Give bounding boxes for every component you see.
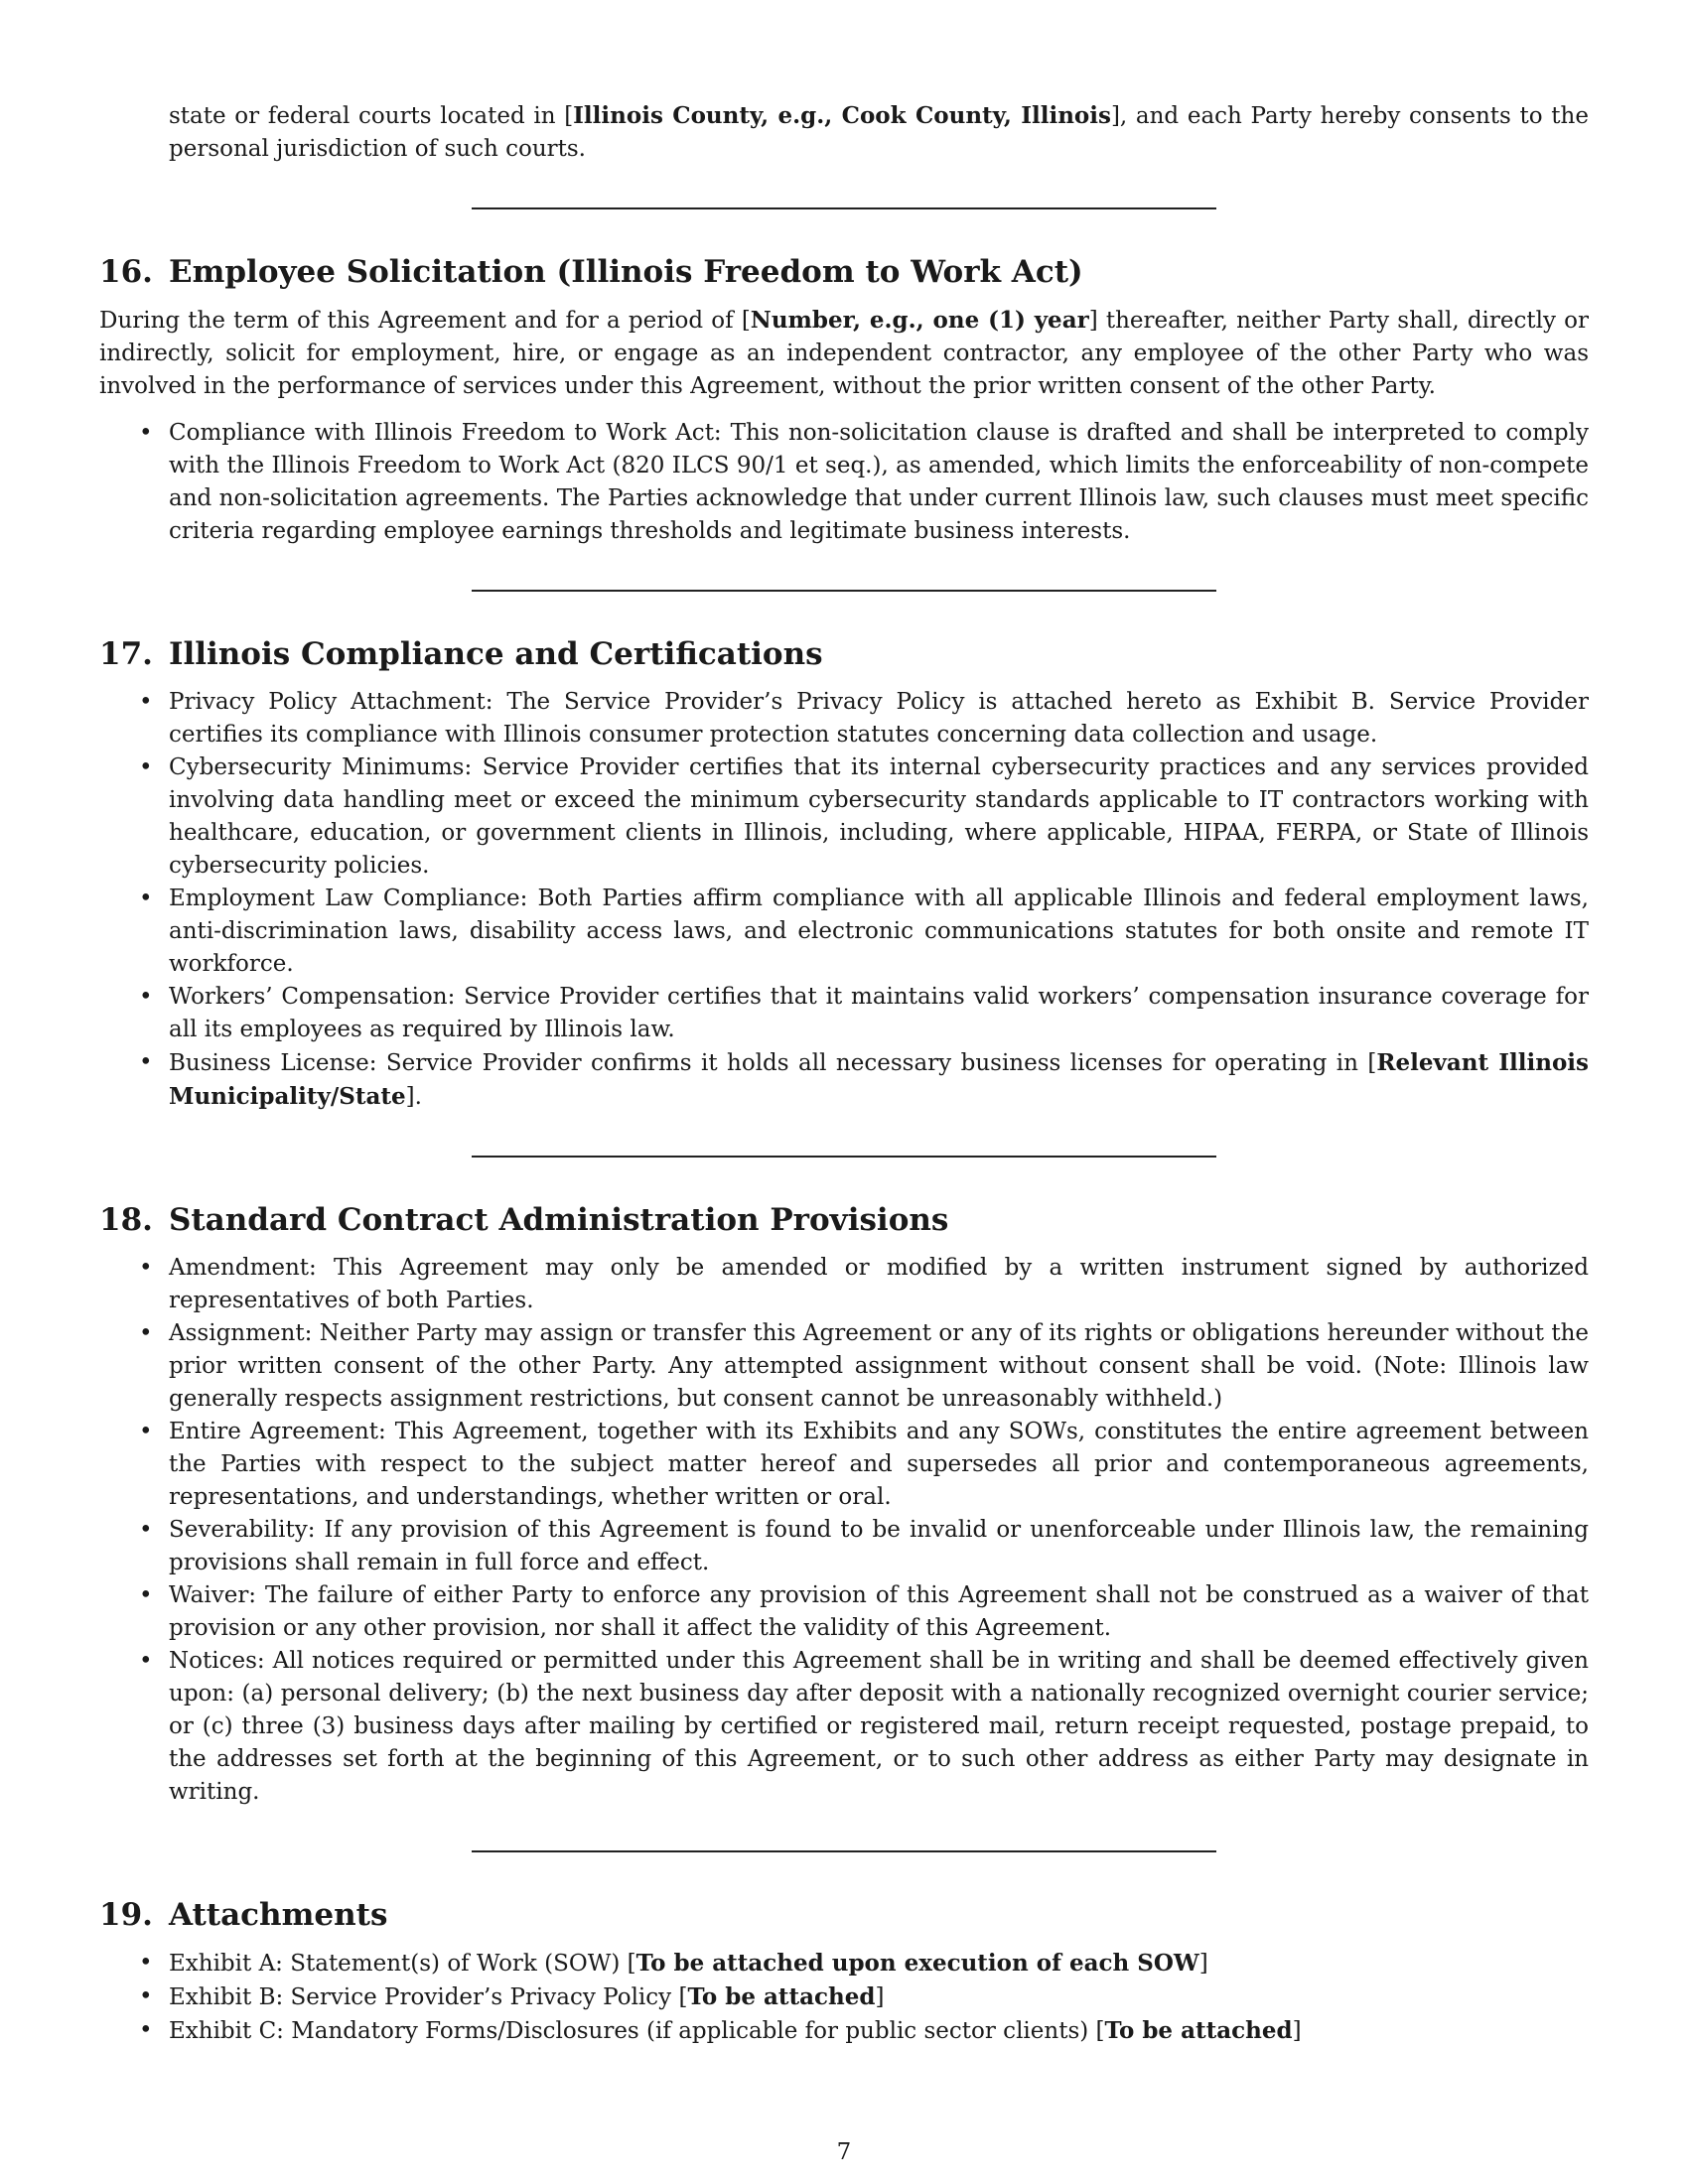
list-item: • Waiver: The failure of either Party to enforce any provision of this Agreement shall not be construed as a waiver of that provision or any other provision, nor shall it affect the validity of this Agreement. — [99, 1579, 1589, 1645]
section-title: Attachments — [168, 1897, 388, 1933]
attachment-status: To be attached — [1104, 2017, 1293, 2044]
attachment-status: To be attached upon execution of each SOW — [635, 1950, 1199, 1977]
list-item: • Employment Law Compliance: Both Parties affirm compliance with all applicable Illinois and federal employment laws, anti-discrimination laws, disability access laws, and electronic communications statutes for both onsite and remote IT workforce. — [99, 883, 1589, 981]
section-16-list — [99, 417, 1589, 548]
section-title: Employee Solicitation (Illinois Freedom to Work Act) — [168, 254, 1083, 290]
text-run: Exhibit B: Service Provider’s Privacy Policy [ — [169, 1984, 688, 2010]
placeholder-municipality: Relevant Illinois Municipality/State — [169, 1049, 1589, 1110]
section-title: Standard Contract Administration Provisions — [168, 1202, 949, 1238]
page-number: 7 — [836, 2139, 852, 2165]
section-number: 16. — [99, 254, 153, 290]
list-item: • Compliance with Illinois Freedom to Work Act: This non-solicitation clause is drafted and shall be interpreted to comply with the Illinois Freedom to Work Act (820 ILCS 90/1 et seq.), as amended, which limits the enforceability of non-compete and non-solicitation agreements. The Parties acknowledge that under current Illinois law, such clauses must meet specific criteria regarding employee earnings thresholds and legitimate business interests. — [99, 417, 1589, 548]
list-item: • Cybersecurity Minimums: Service Provider certifies that its internal cybersecurity practices and any services provided involving data handling meet or exceed the minimum cybersecurity standards applicable to IT contractors working with healthcare, education, or government clients in Illinois, including, where applicable, HIPAA, FERPA, or State of Illinois cybersecurity policies. — [99, 751, 1589, 883]
placeholder-county: Illinois County, e.g., Cook County, Illinois — [573, 102, 1111, 129]
section-divider — [472, 590, 1216, 592]
section-19-heading — [99, 1895, 1589, 1935]
jurisdiction-paragraph — [169, 99, 1589, 166]
text-run: ], and each Party hereby consents to the personal jurisdiction of such courts. — [169, 103, 1589, 162]
text-run: ] — [875, 1984, 885, 2010]
section-17-heading — [99, 634, 1589, 674]
section-number: 19. — [99, 1897, 153, 1933]
section-18-heading — [99, 1200, 1589, 1240]
section-title: Illinois Compliance and Certifications — [168, 636, 823, 672]
text-run: During the term of this Agreement and for a period of [ — [99, 308, 751, 334]
list-item: • Privacy Policy Attachment: The Service Provider’s Privacy Policy is attached hereto as Exhibit B. Service Provider certifies its compliance with Illinois consumer protection statutes concerning data collection and usage. — [99, 686, 1589, 751]
text-run: ] — [1198, 1951, 1208, 1977]
list-item — [99, 1046, 1589, 1114]
placeholder-period: Number, e.g., one (1) year — [750, 307, 1089, 334]
text-run: ]. — [405, 1084, 422, 1110]
section-16-heading — [99, 252, 1589, 292]
section-18-list — [99, 1252, 1589, 1809]
section-number: 17. — [99, 636, 153, 672]
section-divider — [472, 207, 1216, 209]
list-item — [99, 1947, 1589, 1980]
list-item — [99, 1980, 1589, 2014]
text-run: ] thereafter, neither Party shall, directly or indirectly, solicit for employment, hire, or engage as an independent contractor, any employee of the other Party who was involved in the performance of services under this Agreement, without the prior written consent of the other Party. — [99, 308, 1589, 399]
list-item: • Amendment: This Agreement may only be amended or modified by a written instrument signed by authorized representatives of both Parties. — [99, 1252, 1589, 1317]
text-run: Business License: Service Provider confirms it holds all necessary business licenses for operating in [ — [169, 1050, 1377, 1076]
section-17-list — [99, 686, 1589, 1114]
section-number: 18. — [99, 1202, 153, 1238]
list-item: • Entire Agreement: This Agreement, together with its Exhibits and any SOWs, constitutes the entire agreement between the Parties with respect to the subject matter hereof and supersedes all prior and contemporaneous agreements, representations, and understandings, whether written or oral. — [99, 1416, 1589, 1514]
section-16-paragraph — [99, 304, 1589, 403]
section-divider — [472, 1850, 1216, 1852]
list-item: • Workers’ Compensation: Service Provider certifies that it maintains valid workers’ compensation insurance coverage for all its employees as required by Illinois law. — [99, 981, 1589, 1046]
section-divider — [472, 1156, 1216, 1158]
section-19-list — [99, 1947, 1589, 2048]
list-item: • Notices: All notices required or permitted under this Agreement shall be in writing and shall be deemed effectively given upon: (a) personal delivery; (b) the next business day after deposit with a nationally recognized overnight courier service; or (c) three (3) business days after mailing by certified or registered mail, return receipt requested, postage prepaid, to the addresses set forth at the beginning of this Agreement, or to such other address as either Party may designate in writing. — [99, 1645, 1589, 1809]
list-item: • Severability: If any provision of this Agreement is found to be invalid or unenforceable under Illinois law, the remaining provisions shall remain in full force and effect. — [99, 1514, 1589, 1579]
text-run: Exhibit C: Mandatory Forms/Disclosures (if applicable for public sector clients) [ — [169, 2018, 1105, 2044]
text-run: Exhibit A: Statement(s) of Work (SOW) [ — [169, 1951, 636, 1977]
text-run: state or federal courts located in [ — [169, 103, 574, 129]
list-item — [99, 2014, 1589, 2048]
list-item: • Assignment: Neither Party may assign or transfer this Agreement or any of its rights or obligations hereunder without the prior written consent of the other Party. Any attempted assignment without consent shall be void. (Note: Illinois law generally respects assignment restrictions, but consent cannot be unreasonably withheld.) — [99, 1317, 1589, 1416]
attachment-status: To be attached — [687, 1983, 876, 2010]
document-page — [99, 99, 1589, 2048]
text-run: ] — [1292, 2018, 1302, 2044]
